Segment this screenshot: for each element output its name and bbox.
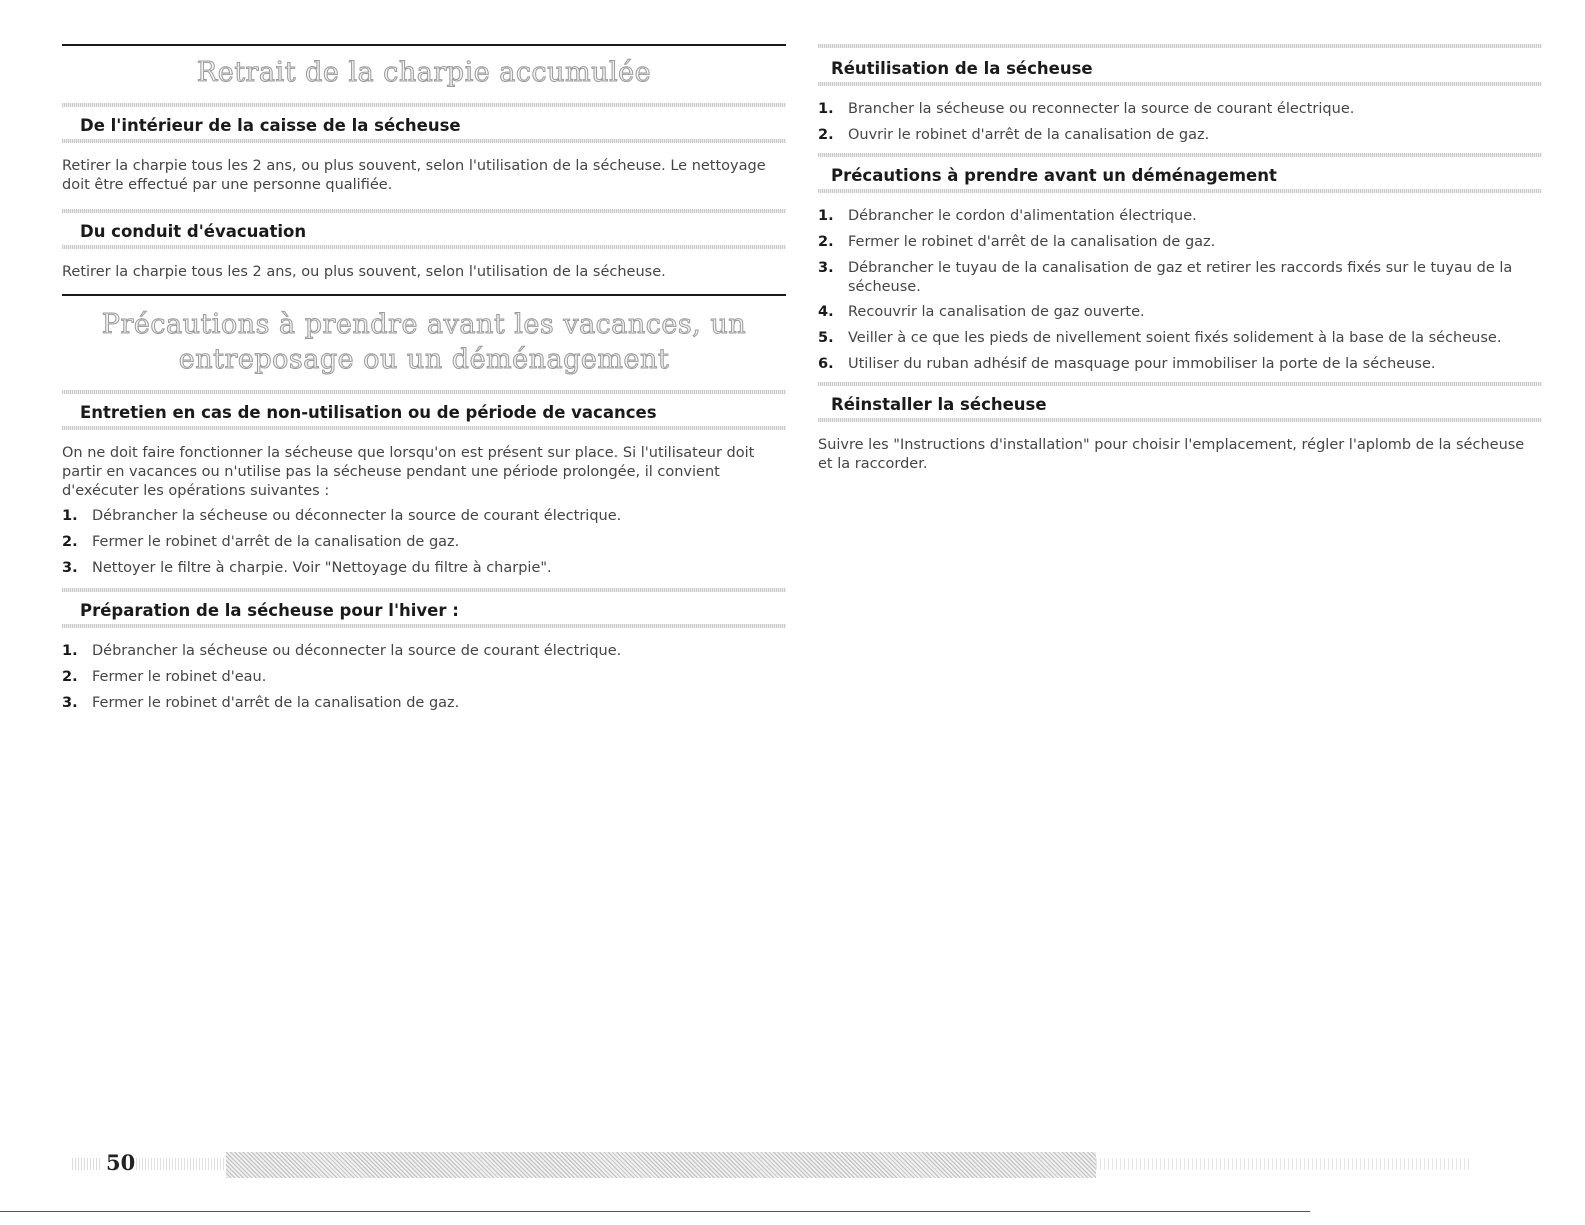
subheading-exhaust-duct: Du conduit d'évacuation <box>80 222 307 241</box>
paragraph-cabinet-interior: Retirer la charpie tous les 2 ans, ou plus souvent, selon l'utilisation de la sécheuse. Le nettoyage doit être effectué par une personne qualifiée. <box>62 158 766 193</box>
list-item: 2. Fermer le robinet d'eau. <box>62 669 267 685</box>
subheading-moving-precautions: Précautions à prendre avant un déménagement <box>831 166 1277 185</box>
divider-band <box>62 426 786 430</box>
steps-moving-precautions <box>818 207 1542 374</box>
bottom-rule <box>0 1211 1310 1212</box>
footer-bar <box>226 1152 1096 1178</box>
divider-band <box>818 44 1542 48</box>
divider-band <box>818 189 1542 193</box>
list-item: 5. Veiller à ce que les pieds de nivellement soient fixés solidement à la base de la sécheuse. <box>818 330 1502 346</box>
list-item: 1. Débrancher la sécheuse ou déconnecter la source de courant électrique. <box>62 508 622 524</box>
subheading-cabinet-interior: De l'intérieur de la caisse de la sécheuse <box>80 116 461 135</box>
list-item: 2. Fermer le robinet d'arrêt de la canalisation de gaz. <box>62 534 460 550</box>
footer-stripe <box>136 1158 226 1170</box>
section-title-line-1: Précautions à prendre avant les vacances, un <box>101 309 747 340</box>
section-title-lint-removal: Retrait de la charpie accumulée <box>196 57 652 88</box>
subheading-reinstall: Réinstaller la sécheuse <box>831 395 1047 414</box>
page-number: 50 <box>106 1150 136 1175</box>
list-item: 1. Débrancher le cordon d'alimentation électrique. <box>818 208 1197 224</box>
footer-stripe <box>72 1158 102 1170</box>
list-item: 2. Fermer le robinet d'arrêt de la canalisation de gaz. <box>818 234 1216 250</box>
divider-band <box>818 153 1542 157</box>
section-title-precautions <box>62 296 786 390</box>
list-item: 1. Brancher la sécheuse ou reconnecter la source de courant électrique. <box>818 101 1355 117</box>
left-column <box>62 44 786 720</box>
footer-stripe <box>1096 1158 1472 1170</box>
divider-band <box>818 82 1542 86</box>
list-item: 2. Ouvrir le robinet d'arrêt de la canalisation de gaz. <box>818 127 1210 143</box>
paragraph-exhaust-duct: Retirer la charpie tous les 2 ans, ou plus souvent, selon l'utilisation de la sécheuse. <box>62 264 666 280</box>
divider-band <box>62 245 786 249</box>
divider-band <box>62 390 786 394</box>
paragraph-reinstall: Suivre les "Instructions d'installation" pour choisir l'emplacement, régler l'aplomb de la sécheuse et la raccorder. <box>818 437 1525 472</box>
divider-band <box>62 103 786 107</box>
divider-band <box>62 139 786 143</box>
divider-band <box>62 624 786 628</box>
list-item: 4. Recouvrir la canalisation de gaz ouverte. <box>818 304 1145 320</box>
steps-reuse <box>818 100 1542 145</box>
page-footer <box>62 1148 1472 1182</box>
subheading-reuse: Réutilisation de la sécheuse <box>831 59 1093 78</box>
paragraph-vacation-care: On ne doit faire fonctionner la sécheuse que lorsqu'on est présent sur place. Si l'utilisateur doit partir en vacances ou n'utilise pas la sécheuse pendant une période prolongée, il convient d'exécuter les opérations suivantes : <box>62 445 755 499</box>
list-item: 3. Fermer le robinet d'arrêt de la canalisation de gaz. <box>62 695 460 711</box>
list-item: 3. Débrancher le tuyau de la canalisation de gaz et retirer les raccords fixés sur le tuyau de la sécheuse. <box>818 260 1513 295</box>
list-item: 3. Nettoyer le filtre à charpie. Voir "Nettoyage du filtre à charpie". <box>62 560 552 576</box>
divider-band <box>818 382 1542 386</box>
subheading-winter-prep: Préparation de la sécheuse pour l'hiver : <box>80 601 459 620</box>
section-title-line-2: entreposage ou un déménagement <box>178 344 670 375</box>
list-item: 1. Débrancher la sécheuse ou déconnecter la source de courant électrique. <box>62 643 622 659</box>
steps-vacation-care <box>62 507 786 578</box>
right-column <box>818 44 1542 474</box>
divider-band <box>62 209 786 213</box>
steps-winter-prep <box>62 642 786 713</box>
list-item: 6. Utiliser du ruban adhésif de masquage pour immobiliser la porte de la sécheuse. <box>818 356 1436 372</box>
subheading-vacation-care: Entretien en cas de non-utilisation ou de période de vacances <box>80 403 657 422</box>
divider-band <box>818 418 1542 422</box>
divider-band <box>62 588 786 592</box>
